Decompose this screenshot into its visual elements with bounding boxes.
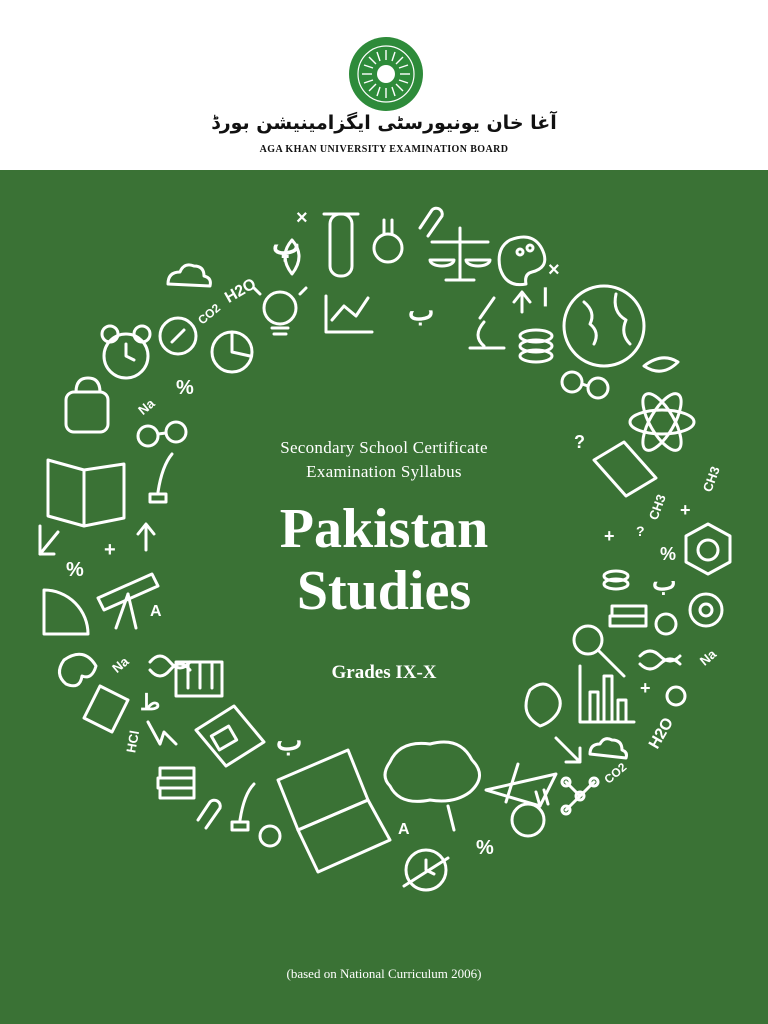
paperclip-icon [420,208,442,236]
cloud-icon [168,265,210,286]
test-tube-icon [324,214,358,276]
h2o-label-2: H2O [645,714,678,752]
gear-icon-bottom [260,826,280,846]
percent-label-4: % [476,837,494,859]
hcl-label: HCl [123,729,143,754]
footer-note: (based on National Curriculum 2006) [286,966,482,981]
plus-symbol-4: + [640,678,651,698]
compass-icon [160,318,196,354]
scale-icon [430,228,490,280]
plus-symbol-3: + [104,539,116,561]
round-flask-icon [512,790,548,836]
arrow-down-right-icon [556,738,580,762]
header-band [0,0,768,170]
ch3-label-2: CH3 [699,464,723,494]
backpack-icon [66,378,108,432]
heart-organ-icon [526,684,560,726]
gear-small-icon [667,687,685,705]
arrow-up-icon [514,292,530,312]
urdu-letter-be: ب [408,295,435,326]
microscope-icon [470,298,504,348]
question-mark: ? [574,432,585,452]
urdu-letter-toe: ط [140,690,161,715]
notebook-icon-left [84,686,128,732]
aku-seal-icon [348,36,424,112]
subtitle-line1: Secondary School Certificate [280,438,488,457]
plus-symbol: + [680,500,691,520]
leaf-icon-right [644,358,678,371]
alarm-clock-icon-bottom [404,850,448,890]
line-chart-icon [326,296,372,332]
na-label-3: Na [696,646,720,669]
subtitle-line2: Examination Syllabus [306,462,462,481]
paperclip-icon-left [198,800,220,828]
coins-icon [520,330,552,362]
urdu-letter-be-3: ب [276,725,303,756]
percent-label-3: % [66,559,84,581]
percent-label-2: % [660,544,677,564]
co2-label-2: CO2 [601,759,630,787]
lightbulb-icon [254,288,306,334]
urdu-letter-alif: ا [542,285,549,312]
quill-ink-icon-2 [232,784,254,830]
na-label-2: Na [109,653,132,676]
alarm-clock-icon [102,326,150,378]
brain-icon [385,742,480,830]
title-line2: Studies [296,560,472,622]
molecule-icon [562,778,598,814]
pie-chart-icon [212,332,252,372]
h2o-label: H2O [222,275,260,307]
books-stack-icon-left [158,768,194,798]
cursor-arrow-icon [148,722,176,744]
flask-icon [374,220,402,262]
a-label: A [150,603,162,620]
urdu-letter-pe: پ [272,228,301,261]
cloud-icon-right [590,739,627,758]
question-mark-2: ? [636,523,645,539]
co2-label: CO2 [195,300,224,328]
title-line1: Pakistan [279,498,489,560]
percent-label: % [176,377,194,399]
globe-icon [564,286,644,366]
times-symbol: × [296,207,308,229]
closed-book-icon [196,706,264,766]
plus-symbol-2: + [604,526,615,546]
glasses-icon-right [562,372,608,398]
times-symbol-2: × [548,259,560,281]
a-label-2: A [398,821,410,838]
laptop-icon [278,750,390,872]
palette-icon [499,237,545,285]
board-name-english: AGA KHAN UNIVERSITY EXAMINATION BOARD [259,144,509,155]
na-label: Na [135,395,158,418]
grades-label: Grades IX-X [331,662,437,683]
board-name-urdu: آغا خان یونیورسٹی ایگزامینیشن بورڈ [211,112,557,134]
ch3-label: CH3 [645,492,669,522]
urdu-letter-be-2: ب [652,566,677,596]
